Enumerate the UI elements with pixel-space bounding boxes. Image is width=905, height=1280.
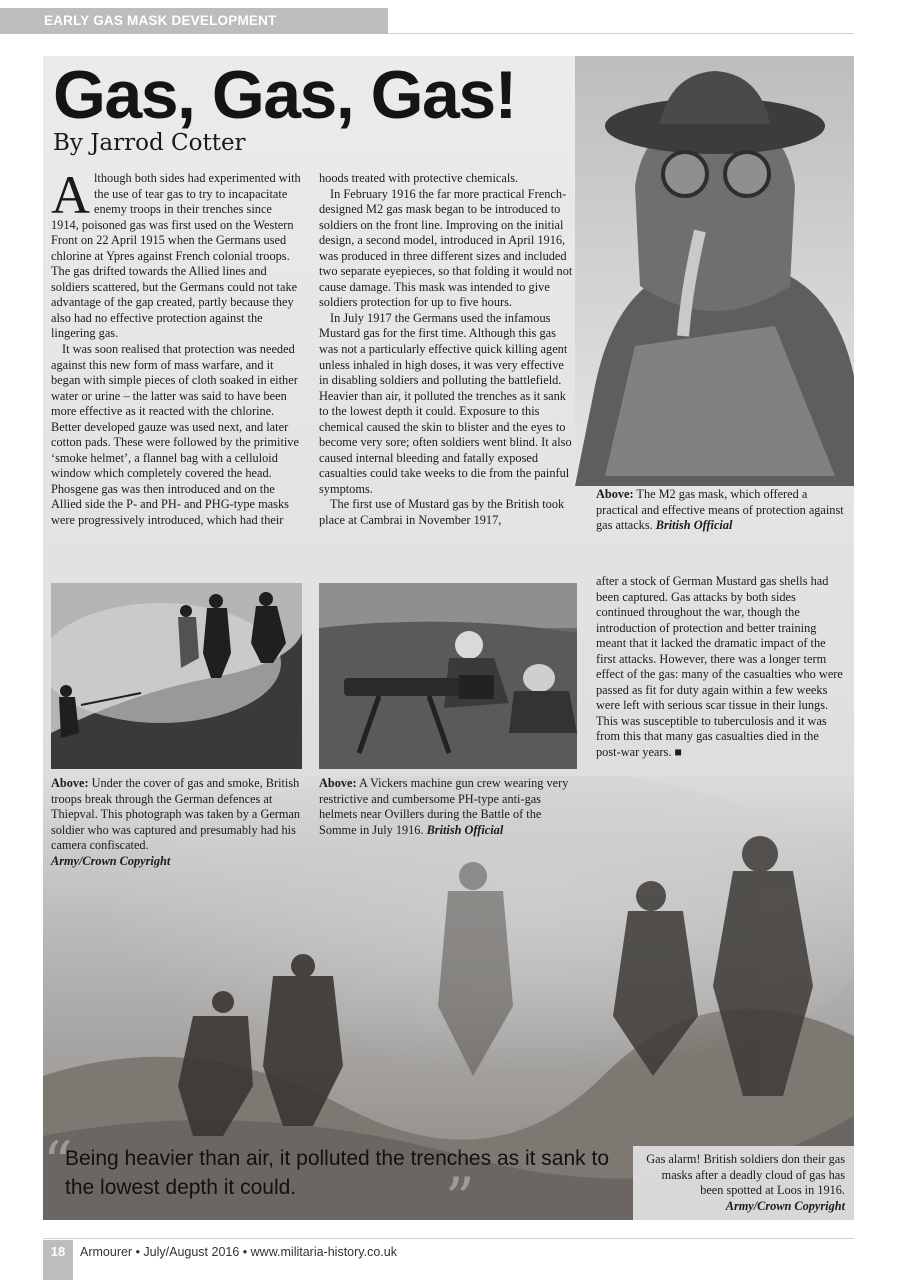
caption-text: A Vickers machine gun crew wearing very restrictive and cumbersome PH-type anti-gas helmets near Ovillers during the Battle of the Somme in July 1916. bbox=[319, 776, 569, 837]
article-column-2 bbox=[319, 171, 575, 529]
open-quote-mark: “ bbox=[43, 1129, 73, 1197]
column-3-paragraph: after a stock of German Mustard gas shells had been captured. Gas attacks by both sides continued throughout the war, though the introduction of protection and better training meant that it lacked the dramatic impact of the first attacks. However, there was a longer term effect of the gas: many of the casualties who were passed as fit for duty again within a few weeks were left with serious scar tissue in their lungs. This was susceptible to tuberculosis and it was from this that many gas casualties died in the post-war years. bbox=[596, 574, 843, 760]
footer-rule bbox=[43, 1238, 854, 1239]
caption-lead: Above: bbox=[51, 776, 89, 790]
mask-caption bbox=[596, 487, 846, 534]
caption-credit: Army/Crown Copyright bbox=[51, 853, 171, 868]
article-title: Gas, Gas, Gas! bbox=[53, 57, 516, 133]
pull-quote-text: Being heavier than air, it polluted the trenches as it sank to the lowest depth it could. bbox=[65, 1147, 610, 1199]
column-2-paragraph-4: The first use of Mustard gas by the British took place at Cambrai in November 1917, bbox=[319, 497, 565, 528]
article-column-3 bbox=[596, 574, 844, 761]
article-column-1 bbox=[51, 165, 301, 529]
caption-credit: British Official bbox=[655, 518, 733, 532]
end-mark: ■ bbox=[674, 745, 682, 760]
loos-caption bbox=[633, 1146, 854, 1220]
vickers-gun-crew-photo bbox=[319, 583, 577, 769]
pull-quote bbox=[43, 1129, 629, 1220]
column-1-paragraph-2: It was soon realised that protection was needed against this new form of mass warfare, and it began with simple pieces of cloth soaked in either water or urine – the latter was said to have been more effective as it reacted with the chlorine. Better developed gauze was used next, and later cotton pads. These were followed by the primitive ‘smoke helmet’, a flannel bag with a celluloid window which completely covered the head. Phosgene gas was then introduced and on the Allied side the P- and PH- and PHG-type masks were progressively introduced, which had their bbox=[51, 342, 299, 528]
vickers-caption bbox=[319, 776, 579, 838]
caption-text: Under the cover of gas and smoke, British troops break through the German defences at Thiepval. This photograph was taken by a German soldier who was captured and presumably had his camera confiscated. bbox=[51, 776, 301, 852]
m2-gas-mask-photo bbox=[575, 56, 854, 486]
article-panel bbox=[43, 56, 854, 1220]
close-quote-mark: ” bbox=[445, 1165, 475, 1220]
column-2-paragraph-3: In July 1917 the Germans used the infamous Mustard gas for the first time. Although this gas was not a particularly effective quick killing agent unless inhaled in high doses, it was very effective in disabling soldiers and polluting the battlefield. Heavier than air, it polluted the trenches as it sank to the lowest depth it could. Exposure to this chemical caused the skin to blister and the eyes to become very sore; often soldiers went blind. It also caused internal bleeding and fatally exposed casualties could take weeks to die from the painful symptoms. bbox=[319, 310, 572, 496]
section-header: EARLY GAS MASK DEVELOPMENT bbox=[0, 8, 388, 34]
footer-text: Armourer • July/August 2016 • www.militaria-history.co.uk bbox=[80, 1245, 397, 1259]
article-byline: By Jarrod Cotter bbox=[53, 130, 246, 156]
thiepval-caption bbox=[51, 776, 303, 869]
page-number: 18 bbox=[43, 1240, 73, 1280]
column-2-paragraph-1: hoods treated with protective chemicals. bbox=[319, 171, 519, 185]
caption-lead: Above: bbox=[596, 487, 634, 501]
caption-credit: British Official bbox=[426, 822, 504, 837]
header-rule bbox=[388, 33, 854, 34]
drop-cap: A bbox=[51, 165, 90, 225]
caption-credit: Army/Crown Copyright bbox=[725, 1198, 845, 1213]
caption-lead: Above: bbox=[319, 776, 357, 790]
caption-text: The M2 gas mask, which offered a practical and effective means of protection against gas attacks. bbox=[596, 487, 844, 532]
column-2-paragraph-2: In February 1916 the far more practical French-designed M2 gas mask began to be introduced to soldiers on the front line. Improving on the initial design, a second model, introduced in April 1916, was produced in three different sizes and included two separate eyepieces, so that folding it would not cause damage. This mask was intended to give soldiers protection for up to five hours. bbox=[319, 186, 573, 310]
caption-text: Gas alarm! British soldiers don their gas masks after a deadly cloud of gas has been spotted at Loos in 1916. bbox=[646, 1152, 845, 1197]
column-1-paragraph-1: lthough both sides had experimented with the use of tear gas to try to incapacitate enemy troops in their trenches since 1914, poisoned gas was first used on the Western Front on 22 April 1915 when the Germans used chlorine at Ypres against French colonial troops. The gas drifted towards the Allied lines and soldiers scattered, but the Germans could not take advantage of the gap created, partly because they also had no effective protection against the lingering gas. bbox=[51, 171, 301, 341]
thiepval-smoke-photo bbox=[51, 583, 302, 769]
